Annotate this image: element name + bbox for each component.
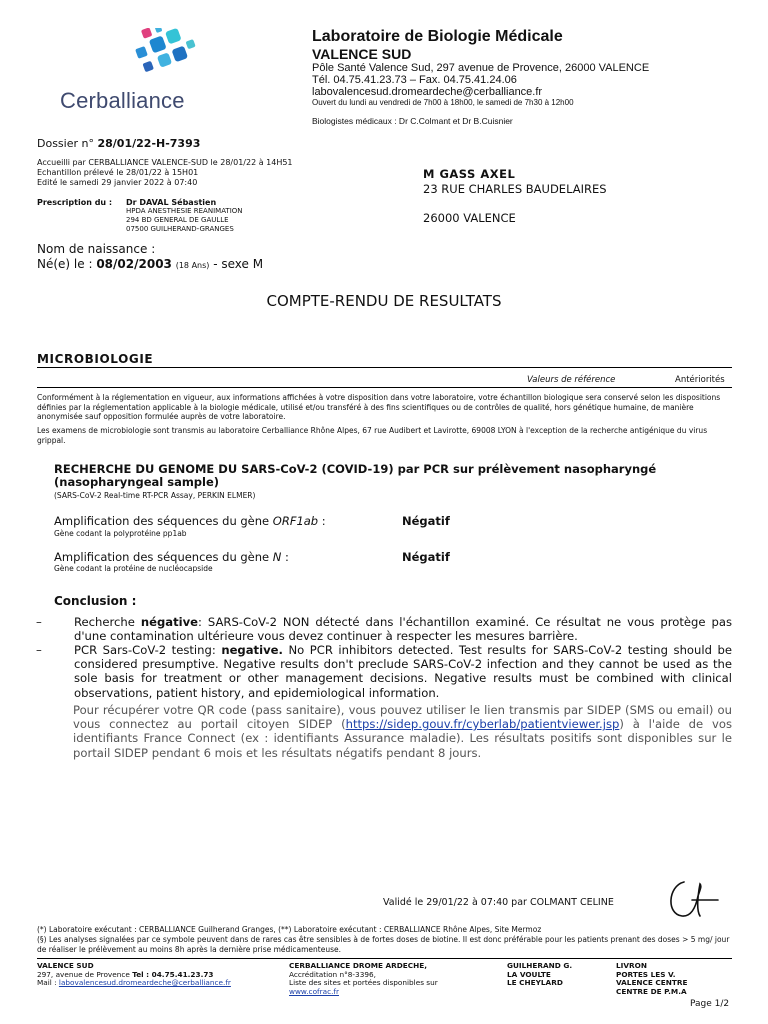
header-rule [37,387,732,388]
prescriber-line2: 294 BD GENERAL DE GAULLE [126,216,229,224]
prescriber [126,198,243,234]
lab-title: Laboratoire de Biologie Médicale [312,28,563,45]
b1-bold: négative [140,615,199,629]
section-title: MICROBIOLOGIE [37,352,154,366]
footer-site-tel: Tel : 04.75.41.23.73 [132,969,214,979]
lab-phone: Tél. 04.75.41.23.73 – Fax. 04.75.41.24.06 [312,74,517,86]
n-gene-label-text: Amplification des séquences du gène [54,550,273,564]
footer-col-site [37,962,231,988]
logo-wordmark: Cerballiance [60,88,185,113]
lab-hours: Ouvert du lundi au vendredi de 7h00 à 18h00, le samedi de 7h30 à 12h00 [312,98,574,107]
patient-address-block [423,167,607,226]
birth-date: 08/02/2003 [96,257,172,271]
n-gene-sub: Gène codant la protéine de nucléocapside [54,564,213,573]
prelevement-line: Echantillon prélevé le 28/01/22 à 15H01 [37,168,199,177]
bullet-dash: – [36,643,42,657]
n-gene: N [272,550,282,564]
orf1ab-sub: Gène codant la polyprotéine pp1ab [54,529,187,538]
logo-dots-icon [60,28,210,88]
transfer-notice: Les examens de microbiologie sont transmis au laboratoire Cerballiance Rhône Alpes, 67 rue Audibert et Lavirotte, 69008 LYON à l'exception de la recherche antigénique du virus grippal. [37,426,708,445]
footer-site-name: LE CHEYLARD [507,978,563,988]
signature-icon [662,876,722,922]
footer-col-company [289,962,438,996]
prescription-label: Prescription du : [37,198,113,207]
regulation-notice: Conformément à la réglementation en vigueur, aux informations affichées à votre disposition dans votre laboratoire, votre échantillon biologique sera conservé selon les dispositions définies par la réglementation applicable à la biologie médicale, utilisé et/ou transféré à des fins scientifiques ou de contrôles de qualité, hors génétique humaine, de manière anonymisée sauf opposition formulée auprès de votre laboratoire. [37,393,721,421]
dossier-number: 28/01/22-H-7393 [97,137,201,150]
footer-site-name: LIVRON [616,961,647,970]
page-number: Page 1/2 [690,999,730,1009]
patient-age: (18 Ans) [175,261,210,270]
footer-col-sites-b [616,962,687,996]
patient-name: M GASS AXEL [423,167,516,181]
footer-site-addr: 297, avenue de Provence [37,969,130,979]
orf1ab-label [54,514,326,528]
footer-site-title: VALENCE SUD [37,961,94,970]
dossier-line [37,137,200,150]
validation-line: Validé le 29/01/22 à 07:40 par COLMANT CELINE [383,897,614,908]
orf1ab-result: Négatif [402,514,450,528]
b2-post: No PCR inhibitors detected. Test results for SARS-CoV-2 testing should be considered presumptive. Negative results don't preclude SARS-CoV-2 infection and they cannot be used as the sole basis for treatment or other management decisions. Negative results must be combined with clinical observations, patient history, and epidemiological information. [74,643,732,700]
lab-subtitle: VALENCE SUD [312,46,412,62]
lab-biologists: Biologistes médicaux : Dr C.Colmant et Dr B.Cuisnier [312,116,513,126]
footer-site-name: CENTRE DE P.M.A [616,986,687,996]
history-header: Antériorités [675,375,725,385]
n-gene-result: Négatif [402,550,450,564]
footer-site-name: LA VOULTE [507,969,551,979]
test-assay: (SARS-CoV-2 Real-time RT-PCR Assay, PERKIN ELMER) [54,491,256,500]
ref-values-header: Valeurs de référence [527,375,616,385]
bullet-dash: – [36,615,42,629]
section-rule [37,367,732,368]
cerballiance-logo [60,28,210,120]
conclusion-fr [36,615,732,643]
footer-mail-link[interactable]: labovalencesud.dromeardeche@cerballiance.fr [58,978,231,988]
birth-name-label: Nom de naissance : [37,242,156,256]
footer-mail-label: Mail : [37,978,59,988]
prescriber-line1: HPDA ANESTHESIE REANIMATION [126,207,243,215]
accueil-line: Accueilli par CERBALLIANCE VALENCE-SUD le 28/01/22 à 14H51 [37,158,293,167]
sidep-link[interactable]: https://sidep.gouv.fr/cyberlab/patientviewer.jsp [345,717,620,732]
footer-site-name: VALENCE CENTRE [616,978,688,988]
orf1ab-colon: : [318,514,326,528]
qr-instructions [73,703,732,760]
biotin-footnote: (§) Les analyses signalées par ce symbole peuvent dans de rares cas être sensibles à de fortes doses de biotine. Il est donc préférable pour les patients prenant des doses > 5 mg/ jour de réaliser le prélèvement au moins 8h après la dernière prise médicamenteuse. [37,935,730,954]
conclusion-en [36,643,732,700]
lab-header [312,27,752,126]
exec-footnote: (*) Laboratoire exécutant : CERBALLIANCE Guilherand Granges, (**) Laboratoire exécutant : CERBALLIANCE Rhône Alpes, Site Mermoz [37,925,542,934]
test-title: RECHERCHE DU GENOME DU SARS-CoV-2 (COVID-19) par PCR sur prélèvement nasopharyngé (nasopharyngeal sample) [54,462,657,489]
birth-date-line [37,257,263,273]
footer-company-title: CERBALLIANCE DROME ARDECHE, [289,961,428,970]
edite-line: Edité le samedi 29 janvier 2022 à 07:40 [37,178,198,187]
prescriber-line3: 07500 GUILHERAND-GRANGES [126,225,234,233]
footer-accreditation: Accréditation n°8-3396, [289,969,376,979]
qr-pre: Pour récupérer votre QR code (pass sanitaire), vous pouvez utiliser le lien transmis par SIDEP (SMS ou email) ou vous connectez au portail citoyen SIDEP ( [73,703,732,732]
footer-rule [37,958,732,959]
n-gene-colon: : [281,550,289,564]
patient-sex: - sexe M [213,257,264,271]
cofrac-link[interactable]: www.cofrac.fr [289,986,339,996]
lab-address: Pôle Santé Valence Sud, 297 avenue de Provence, 26000 VALENCE [312,62,650,74]
footer-col-sites-a [507,962,572,988]
b2-bold: negative. [221,643,283,657]
orf1ab-label-text: Amplification des séquences du gène [54,514,273,528]
footer-sites-list: Liste des sites et portées disponibles sur [289,978,438,988]
report-title: COMPTE-RENDU DE RESULTATS [266,292,502,310]
prescriber-name: Dr DAVAL Sébastien [126,198,217,207]
lab-email: labovalencesud.dromeardeche@cerballiance.fr [312,86,543,98]
b1-post: : SARS-CoV-2 NON détecté dans l'échantillon examiné. Ce résultat ne vous protège pas d'une contamination ultérieure vous devez continuer à respecter les mesures barrière. [74,615,732,644]
birth-date-label: Né(e) le : [37,257,93,271]
patient-street: 23 RUE CHARLES BAUDELAIRES [423,182,607,196]
orf1ab-gene: ORF1ab [272,514,319,528]
b1-pre: Recherche [74,615,141,629]
patient-city: 26000 VALENCE [423,211,516,225]
qr-post: ) à l'aide de vos identifiants France Connect (ex : identifiants Assurance maladie). Les résultats positifs sont disponibles sur le portail SIDEP pendant 6 mois et les résultats négatifs pendant 8 jours. [73,717,732,760]
b2-pre: PCR Sars-CoV-2 testing: [74,643,222,657]
footer-site-name: GUILHERAND G. [507,961,573,970]
sample-meta [37,158,293,188]
conclusion-label: Conclusion : [54,594,137,608]
birth-block [37,242,263,273]
footer-site-name: PORTES LES V. [616,969,676,979]
dossier-label: Dossier n° [37,137,94,150]
n-gene-label [54,550,289,564]
